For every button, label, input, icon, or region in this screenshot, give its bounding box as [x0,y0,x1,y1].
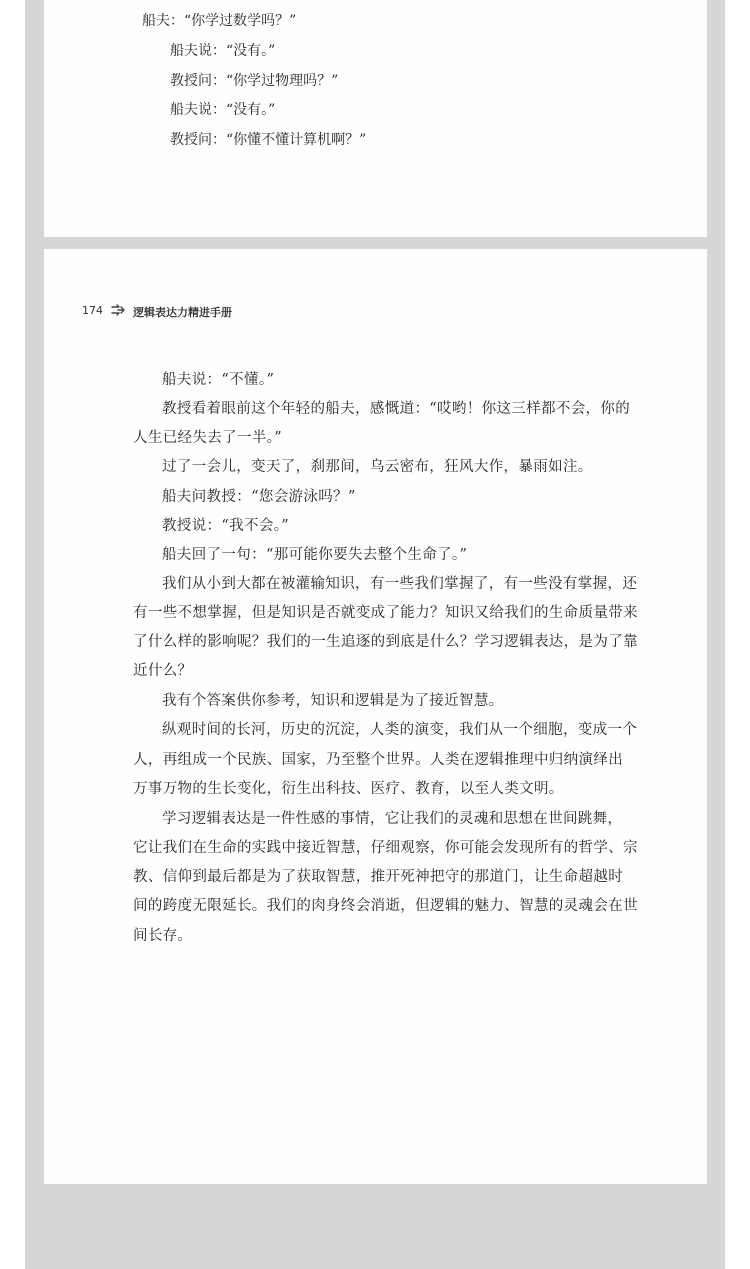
dialogue-line: 教授问：“你懂不懂计算机啊？” [170,132,367,148]
text-line: 人生已经失去了一半。” [133,430,283,446]
text-line: 学习逻辑表达是一件性感的事情，它让我们的灵魂和思想在世间跳舞， [162,811,623,827]
dialogue-line: 船夫说：“没有。” [170,102,276,118]
dialogue-line: 教授问：“你学过物理吗？” [170,73,339,89]
text-line: 纵观时间的长河，历史的沉淀，人类的演变，我们从一个细胞，变成一个 [162,722,638,738]
arrow-icon [111,304,125,316]
text-line: 了什么样的影响呢？我们的一生追逐的到底是什么？学习逻辑表达，是为了靠 [133,634,638,650]
page-number: 174 [82,304,103,317]
text-line: 船夫问教授：“您会游泳吗？” [162,489,356,505]
text-line: 教授说：“我不会。” [162,518,290,534]
book-page [44,249,707,1184]
text-line: 人，再组成一个民族、国家，乃至整个世界。人类在逻辑推理中归纳演绎出 [133,752,624,768]
text-line: 我们从小到大都在被灌输知识，有一些我们掌握了，有一些没有掌握，还 [162,576,638,592]
text-line: 我有个答案供你参考，知识和逻辑是为了接近智慧。 [162,693,504,709]
text-line: 过了一会儿，变天了，刹那间，乌云密布，狂风大作，暴雨如注。 [162,459,593,475]
text-line: 船夫回了一句：“那可能你要失去整个生命了。” [162,547,468,563]
text-line: 有一些不想掌握，但是知识是否就变成了能力？知识又给我们的生命质量带来 [133,605,638,621]
dialogue-line: 船夫：“你学过数学吗？” [142,13,297,29]
text-line: 教授看着眼前这个年轻的船夫，感慨道：“哎哟！你这三样都不会，你的 [162,401,631,417]
dialogue-line: 船夫说：“没有。” [170,43,276,59]
text-line: 近什么？ [133,663,193,679]
text-line: 间的跨度无限延长。我们的肉身终会消逝，但逻辑的魅力、智慧的灵魂会在世 [133,898,638,914]
text-line: 教、信仰到最后都是为了获取智慧，推开死神把守的那道门，让生命超越时 [133,869,624,885]
running-head-title: 逻辑表达力精进手册 [133,306,232,319]
text-line: 万事万物的生长变化，衍生出科技、医疗、教育，以至人类文明。 [133,781,564,797]
previous-page [44,0,707,237]
text-line: 它让我们在生命的实践中接近智慧，仔细观察，你可能会发现所有的哲学、宗 [133,840,638,856]
text-line: 间长存。 [133,928,193,944]
text-line: 船夫说：“不懂。” [162,372,275,388]
